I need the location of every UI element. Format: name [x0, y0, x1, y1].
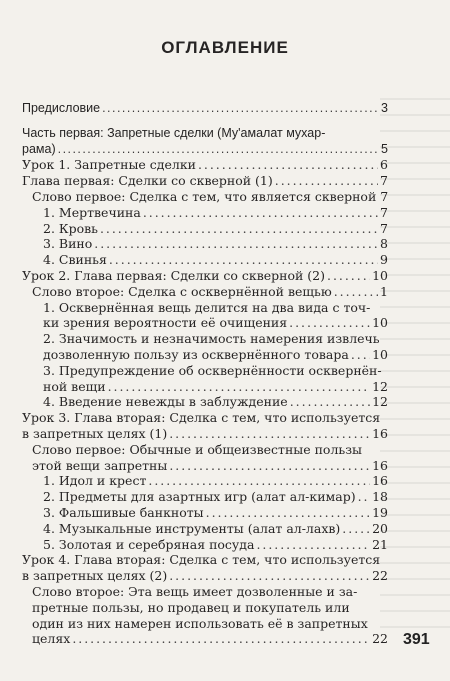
toc-page-number: 7: [380, 220, 388, 236]
toc-entry-text: рама): [22, 141, 56, 156]
toc-entry[interactable]: [22, 552, 388, 584]
toc-entry-text: претные пользы, но продавец и покупатель или: [32, 599, 350, 615]
toc-entry-text: 1. Осквернённая вещь делится на два вида с точ-: [43, 299, 371, 315]
toc-entry-text: 4. Музыкальные инструменты (алат ал-лахв): [43, 520, 341, 536]
toc-entry[interactable]: [22, 300, 388, 332]
toc-page-number: 12: [372, 394, 388, 410]
toc-entry[interactable]: [22, 489, 388, 505]
toc-entry[interactable]: [22, 101, 388, 117]
toc-entry-text: 1. Мертвечина: [43, 204, 141, 220]
dot-leader: [58, 142, 379, 158]
toc-page-number: 16: [372, 425, 388, 441]
toc-entry[interactable]: [22, 252, 388, 268]
dot-leader: [72, 631, 370, 647]
toc-page-number: 16: [372, 473, 388, 489]
toc-page-number: 5: [381, 141, 388, 156]
toc-entry[interactable]: [22, 268, 388, 284]
toc-entry-text: дозволенную пользу из осквернённого товара: [43, 346, 349, 362]
toc-entry-text: 2. Кровь: [43, 220, 98, 236]
toc-entry[interactable]: [22, 236, 388, 252]
toc-page-number: 22: [372, 568, 388, 584]
toc-entry[interactable]: [22, 584, 388, 647]
toc-entry[interactable]: [22, 363, 388, 395]
toc-entry[interactable]: [22, 221, 388, 237]
page-title: ОГЛАВЛЕНИЕ: [161, 38, 289, 57]
toc-entry-text: ной вещи: [43, 378, 106, 394]
toc-page-number: 3: [381, 101, 388, 115]
dot-leader: [290, 394, 370, 410]
toc-page-number: 10: [372, 315, 388, 331]
toc-page-number: 7: [380, 188, 389, 204]
dot-leader: [342, 521, 370, 537]
toc-page-number: 21: [372, 536, 388, 552]
toc-entry-text: Предисловие: [22, 101, 101, 115]
dot-leader: [169, 458, 370, 474]
dot-leader: [334, 284, 378, 300]
toc-entry-text: Урок 1. Запретные сделки: [22, 157, 196, 173]
toc-entry[interactable]: [22, 537, 388, 553]
toc-entry-text: целях: [32, 631, 71, 647]
toc-entry[interactable]: [22, 173, 388, 189]
toc-entry[interactable]: [22, 505, 388, 521]
dot-leader: [108, 379, 371, 395]
dot-leader: [289, 315, 370, 331]
toc-entry-text: ки зрения вероятности её очищения: [43, 315, 288, 331]
toc-entry-text: 3. Предупреждение об осквернённости осквернён-: [43, 362, 382, 378]
page-number: 391: [403, 631, 430, 648]
toc-page-number: 7: [380, 173, 388, 189]
toc-entry-text: в запретных целях (2): [22, 568, 168, 584]
toc-entry-text: 3. Вино: [43, 236, 93, 252]
toc-entry-text: Часть первая: Запретные сделки (Му'амалат мухар-: [22, 125, 326, 140]
toc-entry[interactable]: [22, 521, 388, 537]
dot-leader: [102, 101, 379, 117]
toc-entry-text: 4. Свинья: [43, 252, 107, 268]
toc-entry[interactable]: [22, 394, 388, 410]
dot-leader: [148, 473, 370, 489]
toc-page-number: 1: [380, 283, 388, 299]
toc-entry-text: 4. Введение невежды в заблуждение: [43, 394, 288, 410]
toc-entry[interactable]: [22, 331, 388, 363]
toc-entry-text: 5. Золотая и серебряная посуда: [43, 536, 255, 552]
toc-page-number: 22: [372, 631, 388, 647]
dot-leader: [169, 568, 370, 584]
toc-entry[interactable]: [22, 284, 388, 300]
toc-entry-text: в запретных целях (1): [22, 425, 168, 441]
dot-leader: [351, 347, 370, 363]
dot-leader: [206, 505, 370, 521]
toc-page-number: 9: [380, 252, 388, 268]
toc-page-number: 20: [372, 520, 388, 536]
toc-entry[interactable]: [22, 410, 388, 442]
toc-entry[interactable]: [22, 189, 388, 205]
dot-leader: [256, 537, 370, 553]
toc-entry-text: этой вещи запретны: [32, 457, 168, 473]
dot-leader: [327, 268, 370, 284]
toc-entry-text: Слово первое: Сделка с тем, что является скверной: [32, 188, 377, 204]
dot-leader: [275, 173, 378, 189]
toc-entry-text: один из них намерен использовать её в запретных: [32, 615, 368, 631]
toc-page-number: 10: [372, 267, 388, 283]
dot-leader: [198, 157, 378, 173]
dot-leader: [94, 236, 378, 252]
toc-page-number: 12: [372, 378, 388, 394]
dot-leader: [100, 221, 378, 237]
toc-entry[interactable]: [22, 157, 388, 173]
toc-page-number: 7: [380, 204, 388, 220]
toc-entry-text: Слово второе: Сделка с осквернённой вещью: [32, 283, 332, 299]
toc-entry[interactable]: [22, 205, 388, 221]
toc-entry-text: Урок 2. Глава первая: Сделки со скверной (2): [22, 267, 326, 283]
toc-entry-text: Слово второе: Эта вещь имеет дозволенные и за-: [32, 583, 358, 599]
dot-leader: [109, 252, 378, 268]
toc-page-number: 19: [372, 504, 388, 520]
toc-entry[interactable]: [22, 442, 388, 474]
toc-entry-text: Глава первая: Сделки со скверной (1): [22, 173, 273, 189]
dot-leader: [358, 489, 371, 505]
dot-leader: [143, 205, 378, 221]
toc-entry-text: Слово первое: Обычные и общеизвестные пользы: [32, 441, 362, 457]
toc-page-number: 18: [372, 489, 388, 505]
toc-entry-text: 1. Идол и крест: [43, 473, 147, 489]
toc-entry[interactable]: [22, 473, 388, 489]
toc-entry-text: 2. Значимость и незначимость намерения извлечь: [43, 331, 380, 347]
toc-page-number: 8: [380, 236, 388, 252]
toc-page-number: 16: [372, 457, 388, 473]
toc-entry-text: Урок 3. Глава вторая: Сделка с тем, что используется: [22, 410, 381, 426]
table-of-contents: [22, 101, 388, 647]
toc-entry-text: 2. Предметы для азартных игр (алат ал-кимар): [43, 489, 356, 505]
toc-page-number: 6: [380, 157, 388, 173]
bleed-through-text: [380, 92, 450, 632]
toc-entry-text: Урок 4. Глава вторая: Сделка с тем, что используется: [22, 552, 381, 568]
toc-page-number: 10: [372, 346, 388, 362]
dot-leader: [169, 426, 370, 442]
toc-entry[interactable]: [22, 126, 388, 158]
toc-entry-text: 3. Фальшивые банкноты: [43, 504, 204, 520]
